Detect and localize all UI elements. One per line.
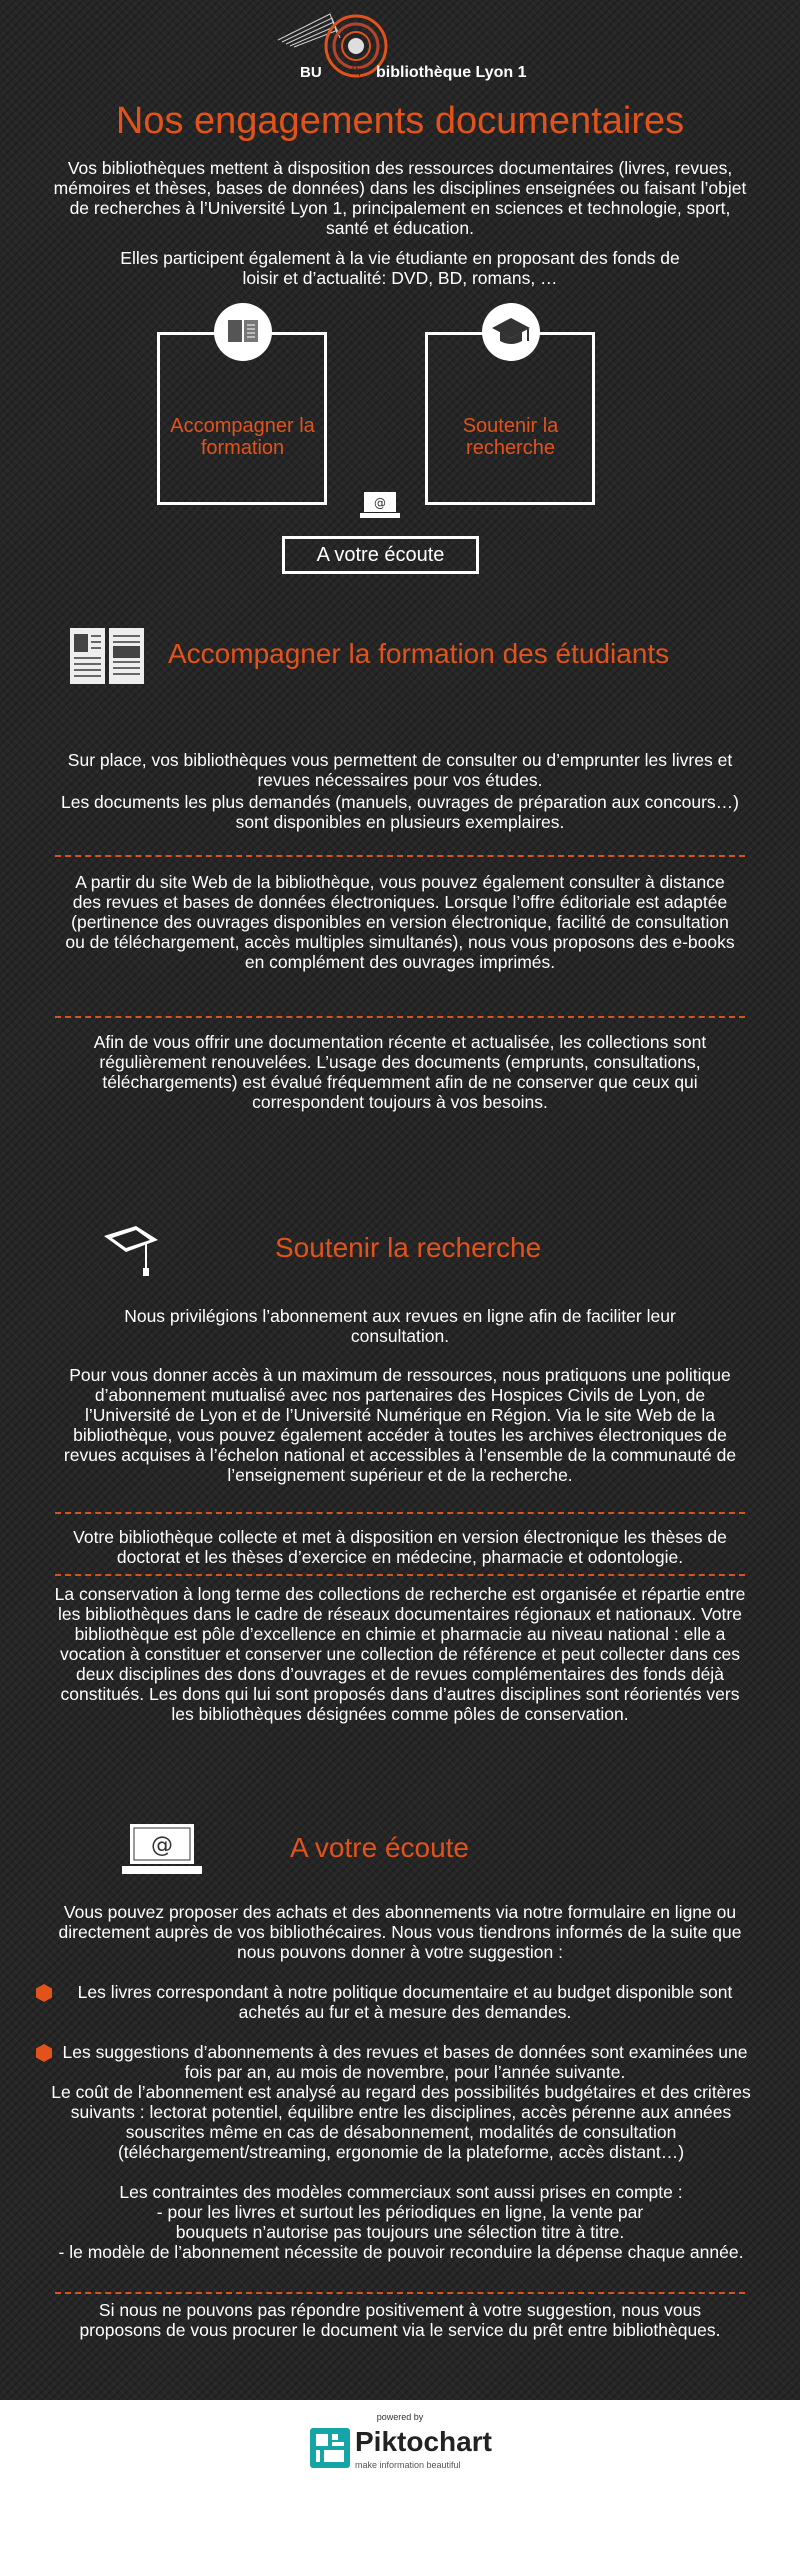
intro-paragraph-2: Elles participent également à la vie étudiante en proposant des fonds de loisir et d’actualité: DVD, BD, romans, … <box>120 248 680 288</box>
graduation-cap-icon-circle <box>482 303 540 361</box>
svg-text:@: @ <box>374 496 386 510</box>
piktochart-logo-icon[interactable] <box>310 2428 350 2468</box>
section-recherche-paragraph-3: Votre bibliothèque collecte et met à disposition en version électronique les thèses de doctorat et les thèses d’exercice en médecine, pharmacie et odontologie. <box>73 1527 727 1567</box>
bullet-hexagon-icon <box>36 2044 52 2062</box>
graduation-cap-icon <box>102 1222 162 1278</box>
section-recherche-paragraph-4: La conservation à long terme des collections de recherche est organisée et répartie entre les bibliothèques dans le cadre de réseaux documentaires régionaux et nationaux. Votre bibliothèque est pôle d’excellence en chimie et pharmacie au niveau national : elle a vocation à constituer et conserver une collection de référence et peut collecter dans ces deux disciplines des dons d’ouvrages et de revues complémentaires des fonds déjà constitués. Les dons qui lui sont proposés dans d’autres disciplines sont réorientés vers les bibliothèques désignées comme pôles de conservation. <box>54 1584 746 1724</box>
section-ecoute-bullet-2-line-2: Le coût de l’abonnement est analysé au regard des possibilités budgétaires et des critères suivants : lectorat potentiel, équilibre entre les disciplines, accès pérenne aux années souscrites même en cas de désabonnement, modalités de consultation (téléchargement/streaming, ergonomie de la plateforme, accès distant…) <box>51 2082 751 2162</box>
section-ecoute-bullet-2-line-5: - le modèle de l’abonnement nécessite de pouvoir reconduire la dépense chaque année. <box>58 2242 744 2262</box>
logo-badge: étp <box>350 66 364 77</box>
section-ecoute-title: A votre écoute <box>290 1832 470 1863</box>
graduation-cap-icon <box>482 303 540 361</box>
divider <box>55 1016 745 1018</box>
logo-text: bibliothèque Lyon 1 <box>376 64 527 81</box>
section-recherche-paragraph-1: Nous privilégions l’abonnement aux revues en ligne afin de faciliter leur consultation. <box>124 1306 676 1346</box>
book-icon <box>214 303 272 361</box>
svg-text:@: @ <box>151 1833 173 1858</box>
section-formation-paragraph-3: A partir du site Web de la bibliothèque, vous pouvez également consulter à distance des revues et bases de données électroniques. Lorsque l’offre éditoriale est adaptée (pertinence des ouvrages disponibles en version électronique, facilité de consultation ou de téléchargement, accès multiples simultanés), nous vous proposons des e-books en complément des ouvrages imprimés. <box>65 872 735 972</box>
section-ecoute-paragraph-1: Vous pouvez proposer des achats et des abonnements via notre formulaire en ligne ou directement auprès de vos bibliothécaires. Nous vous tiendrons informés de la suite que nous pouvons donner à votre suggestion : <box>58 1902 742 1962</box>
bullet-hexagon-icon <box>36 1984 52 2002</box>
divider <box>55 2292 745 2294</box>
section-recherche-title: Soutenir la recherche <box>275 1232 542 1263</box>
section-formation-paragraph-4: Afin de vous offrir une documentation récente et actualisée, les collections sont régulièrement renouvelées. L’usage des documents (emprunts, consultations, téléchargements) est évalué fréquemment afin de ne conserver que ceux qui correspondent toujours à vos besoins. <box>93 1032 707 1112</box>
piktochart-brand[interactable]: Piktochart <box>355 2426 492 2457</box>
intro-paragraph-1: Vos bibliothèques mettent à disposition des ressources documentaires (livres, revues, mémoires et thèses, bases de données) dans les disciplines enseignées ou faisant l’objet de recherches à l’Université Lyon 1, principalement en sciences et technologie, sport, santé et éducation. <box>53 158 747 238</box>
section-recherche-paragraph-2: Pour vous donner accès à un maximum de ressources, nous pratiquons une politique d’abonnement mutualisé avec nos partenaires des Hospices Civils de Lyon, de l’Université de Lyon et de l’Université Numérique en Région. Via le site Web de la bibliothèque, vous pouvez également accéder à toutes les archives électroniques de revues acquises à l’échelon national et accessibles à l’ensemble de la communauté de l’enseignement supérieur et de la recherche. <box>63 1365 737 1485</box>
section-ecoute-bullet-2-line-1: Les suggestions d’abonnements à des revues et bases de données sont examinées une fois par an, au mois de novembre, pour l’année suivante. <box>62 2042 748 2082</box>
book-icon-circle <box>214 303 272 361</box>
laptop-email-icon-small <box>360 490 400 520</box>
powered-by-label: powered by <box>376 2412 424 2422</box>
section-ecoute-bullet-1: Les livres correspondant à notre politique documentaire et au budget disponible sont achetés au fur et à mesure des demandes. <box>77 1982 733 2022</box>
section-ecoute-bullet-2-line-4: - pour les livres et surtout les périodiques en ligne, la vente par bouquets n’autorise pas toujours une sélection titre à titre. <box>156 2202 644 2242</box>
divider <box>55 1512 745 1514</box>
logo-bu: BU <box>300 64 322 81</box>
header-logo <box>270 4 570 84</box>
nav-box-formation-label: Accompagner la formation <box>170 415 315 459</box>
section-formation-title: Accompagner la formation des étudiants <box>168 638 670 669</box>
section-formation-paragraph-2: Les documents les plus demandés (manuels, ouvrages de préparation aux concours…) sont disponibles en plusieurs exemplaires. <box>60 792 739 832</box>
nav-box-recherche-label: Soutenir la recherche <box>462 415 559 459</box>
ecoute-button-label: A votre écoute <box>316 544 445 566</box>
section-ecoute-paragraph-last: Si nous ne pouvons pas répondre positivement à votre suggestion, nous vous proposons de vous procurer le document via le service du prêt entre bibliothèques. <box>79 2300 721 2340</box>
open-book-icon <box>68 626 146 688</box>
page-title: Nos engagements documentaires <box>115 100 685 142</box>
ecoute-button[interactable] <box>282 536 479 574</box>
divider <box>55 855 745 857</box>
section-ecoute-bullet-2-line-3: Les contraintes des modèles commerciaux sont aussi prises en compte : <box>119 2182 683 2202</box>
piktochart-tagline: make information beautiful <box>355 2460 461 2470</box>
laptop-email-icon <box>122 1822 202 1880</box>
footer <box>0 2400 800 2560</box>
section-formation-paragraph-1: Sur place, vos bibliothèques vous permettent de consulter ou d’emprunter les livres et revues nécessaires pour vos études. <box>67 750 733 790</box>
divider <box>55 1574 745 1576</box>
